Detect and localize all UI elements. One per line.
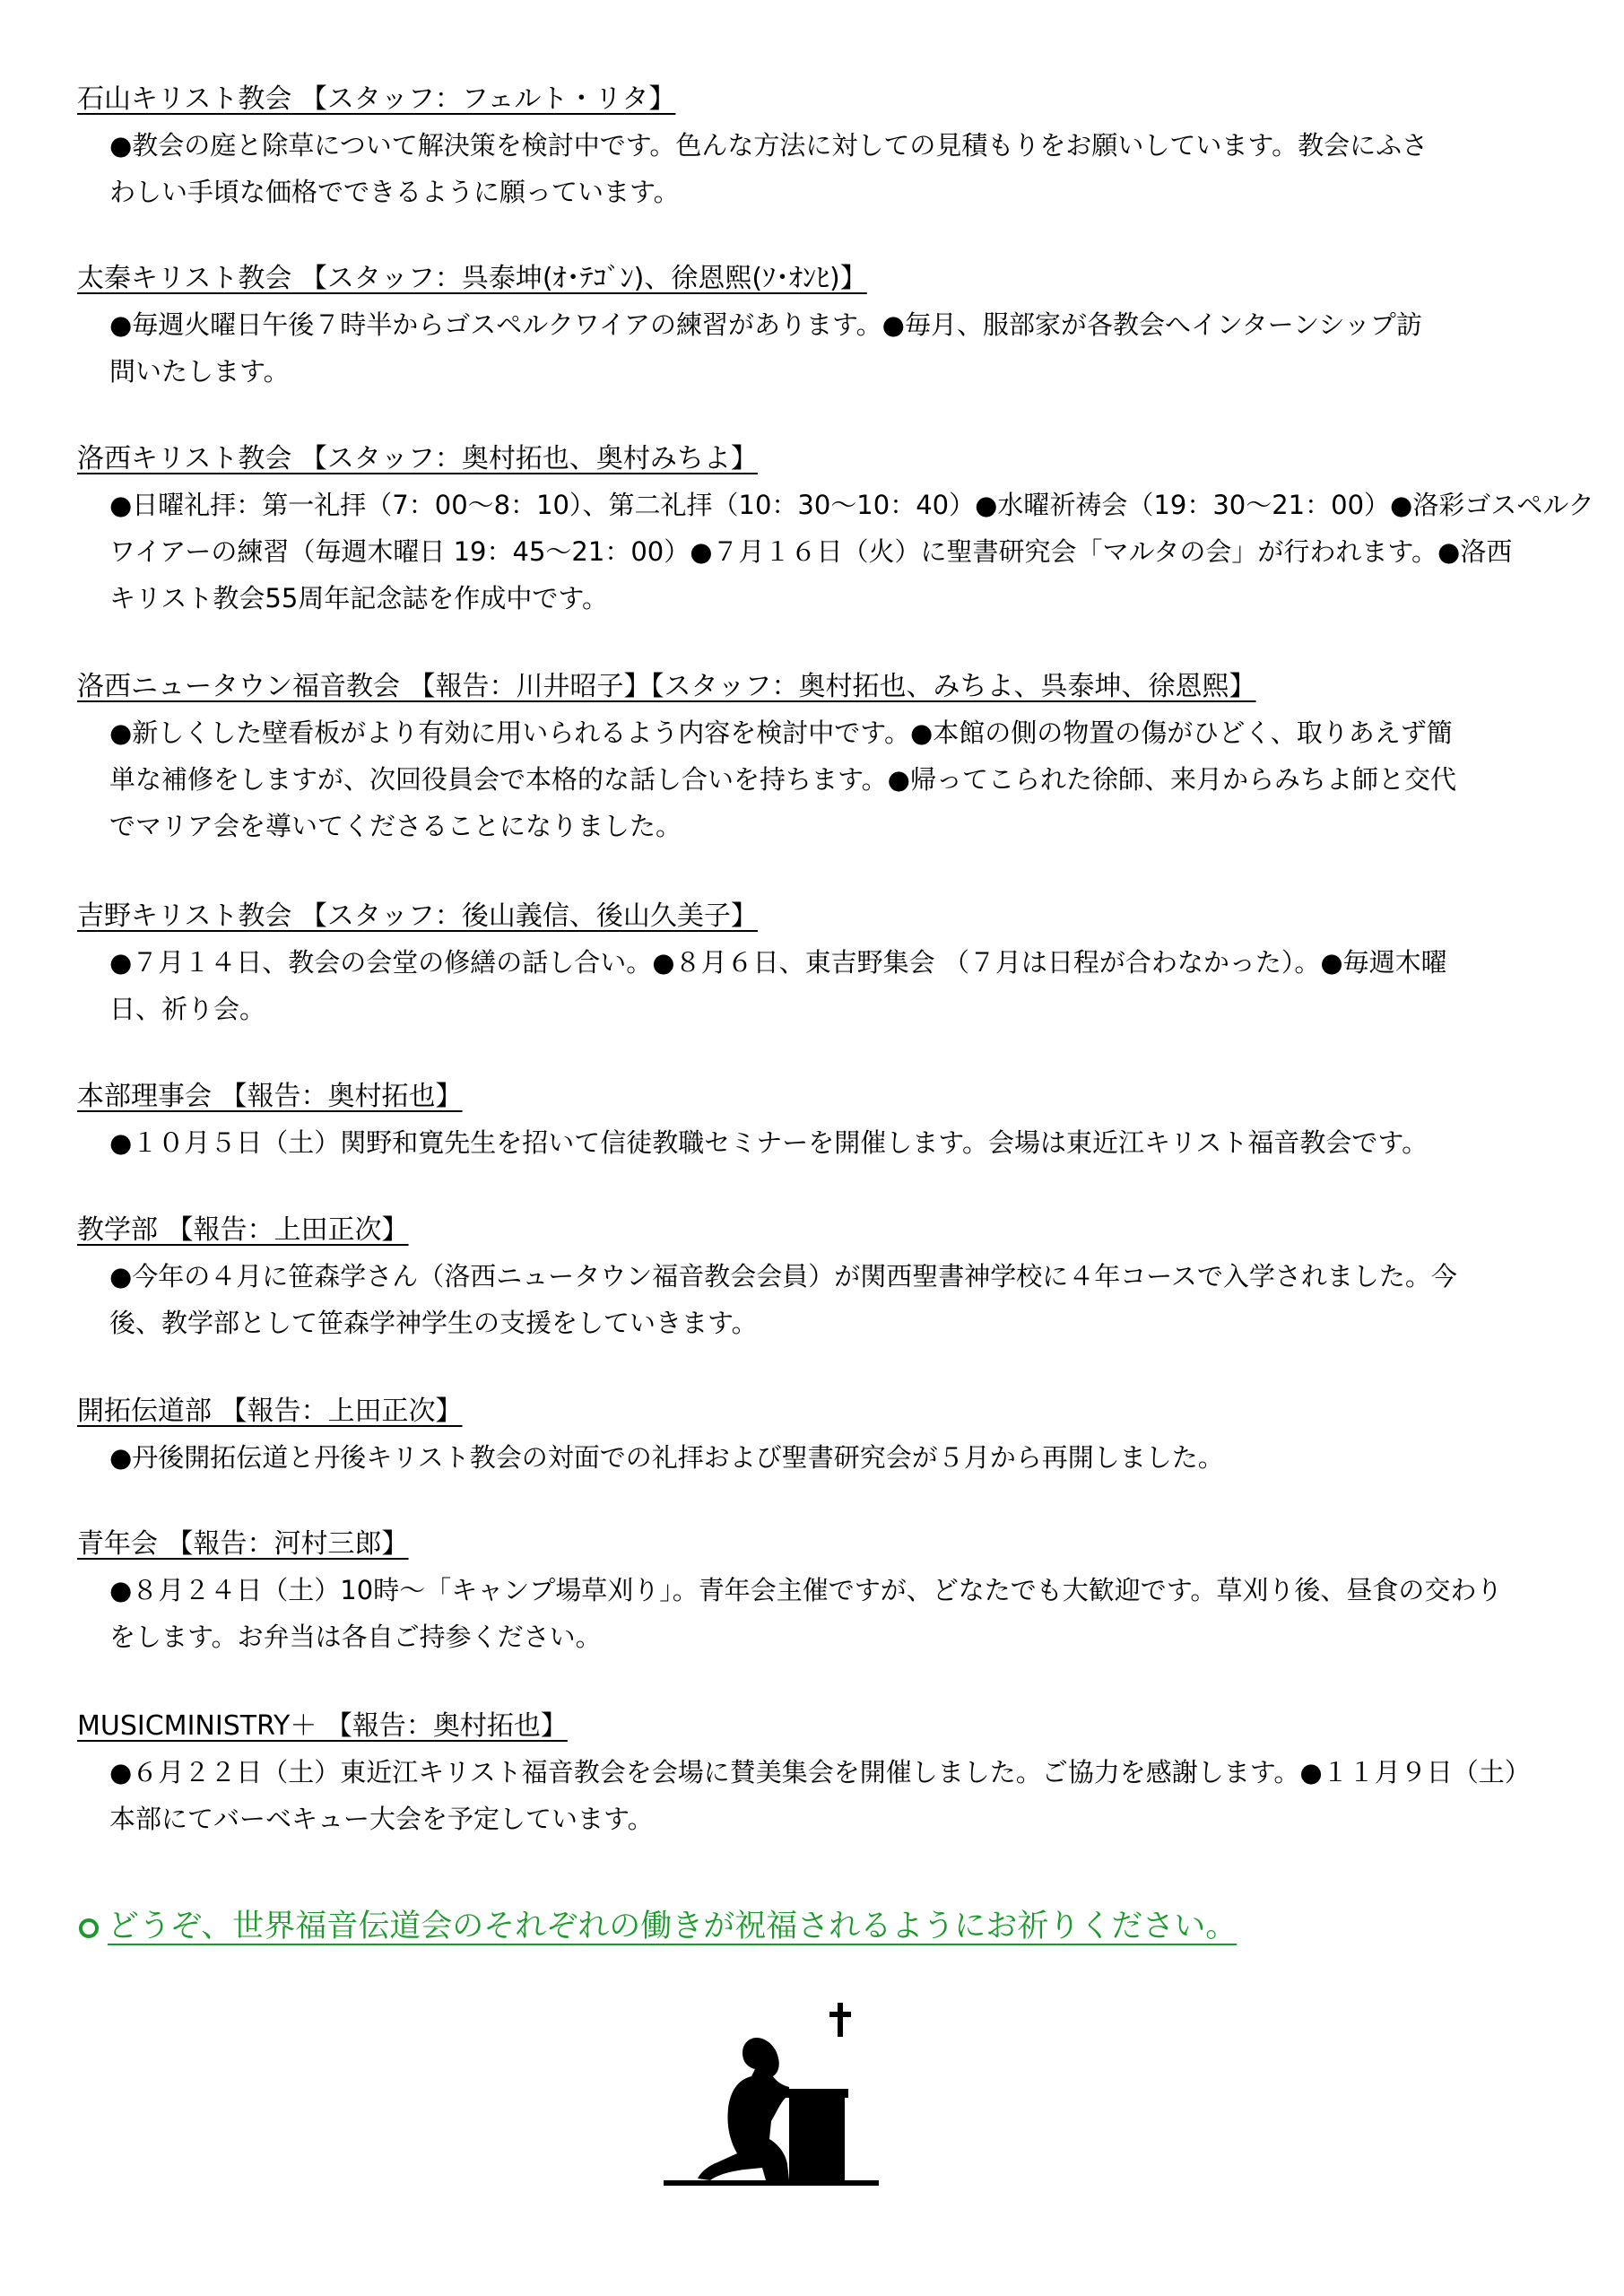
ring-icon [79, 1918, 99, 1938]
section-education [77, 1213, 1566, 1346]
body-line: ●毎週火曜日午後７時半からゴスペルクワイアの練習があります。●毎月、服部家が各教会へインターンシップ訪 [109, 309, 1422, 340]
section-ishiyama [77, 83, 1566, 215]
section-body [77, 1119, 1566, 1166]
body-line: ●新しくした壁看板がより有効に用いられるよう内容を検討中です。●本館の側の物置の傷がひどく、取りあえず簡 [109, 718, 1453, 748]
section-heading: 洛西キリスト教会 【スタッフ：奥村拓也、奥村みちよ】 [77, 443, 758, 474]
body-line: をします。お弁当は各自ご持参ください。 [109, 1622, 602, 1652]
section-heading: 吉野キリスト教会 【スタッフ：後山義信、後山久美子】 [77, 900, 758, 932]
body-line: 単な補修をしますが、次回役員会で本格的な話し合いを持ちます。●帰ってこられた徐師、来月からみちよ師と交代 [109, 764, 1456, 795]
section-rakusai [77, 442, 1594, 622]
section-body [77, 1749, 1566, 1842]
section-body [77, 1253, 1566, 1346]
section-heading: 洛西ニュータウン福音教会 【報告：川井昭子】【スタッフ：奥村拓也、みちよ、呉泰坤、徐恩熙】 [77, 671, 1256, 702]
section-heading: 本部理事会 【報告：奥村拓也】 [77, 1081, 463, 1112]
section-pioneer [77, 1395, 1566, 1481]
section-heading: 開拓伝道部 【報告：上田正次】 [77, 1396, 463, 1427]
section-body [77, 1567, 1566, 1660]
section-heading: 青年会 【報告：河村三郎】 [77, 1528, 409, 1560]
body-line: ●今年の４月に笹森学さん（洛西ニュータウン福音教会会員）が関西聖書神学校に４年コースで入学されました。今 [109, 1261, 1457, 1292]
section-heading: 石山キリスト教会 【スタッフ：フェルト・リタ】 [77, 83, 676, 115]
section-heading: 太秦キリスト教会 【スタッフ：呉泰坤(ｵ･ﾃｺﾞﾝ)、徐恩熙(ｿ･ｵﾝﾋ)】 [77, 263, 867, 294]
section-uzumasa [77, 262, 1566, 395]
closing-text: どうぞ、世界福音伝道会のそれぞれの働きが祝福されるようにお祈りください。 [108, 1909, 1238, 1944]
section-youth [77, 1527, 1566, 1660]
body-line: ●教会の庭と除草について解決策を検討中です。色んな方法に対しての見積もりをお願いしています。教会にふさ [109, 130, 1429, 161]
section-board [77, 1080, 1566, 1166]
body-line: でマリア会を導いてくださることになりました。 [109, 811, 682, 841]
section-music-ministry [77, 1709, 1566, 1842]
section-body [77, 122, 1566, 215]
body-line: ●８月２４日（土）10時～「キャンプ場草刈り」。青年会主催ですが、どなたでも大歓迎です。草刈り後、昼食の交わり [109, 1575, 1503, 1605]
section-yoshino [77, 900, 1566, 1032]
section-body [77, 482, 1594, 622]
body-line: わしい手頃な価格でできるように願っています。 [109, 177, 680, 207]
body-line: 後、教学部として笹森学神学生の支援をしていきます。 [109, 1308, 758, 1338]
body-line: ●６月２２日（土）東近江キリスト福音教会を会場に賛美集会を開催しました。ご協力を感謝します。●１１月９日（土） [109, 1757, 1531, 1787]
praying-man-with-cross-icon [655, 1996, 888, 2202]
section-rakusai-newtown [77, 670, 1566, 849]
body-line: ●日曜礼拝：第一礼拝（7：00～8：10）、第二礼拝（10：30～10：40）●水曜祈祷会（19：30～21：00）●洛彩ゴスペルク [109, 490, 1594, 520]
section-heading: 教学部 【報告：上田正次】 [77, 1214, 409, 1246]
body-line: ●７月１４日、教会の会堂の修繕の話し合い。●８月６日、東吉野集会 （７月は日程が合わなかった）。●毎週木曜 [109, 947, 1447, 978]
body-line: 問いたします。 [109, 356, 290, 387]
section-heading: MUSICMINISTRY＋ 【報告：奥村拓也】 [77, 1710, 568, 1742]
body-line: ●１０月５日（土）関野和寛先生を招いて信徒教職セミナーを開催します。会場は東近江キリスト福音教会です。 [109, 1127, 1429, 1158]
section-body [77, 1434, 1566, 1481]
closing-prayer [79, 1907, 1237, 1946]
body-line: キリスト教会55周年記念誌を作成中です。 [109, 583, 609, 613]
body-line: ワイアーの練習（毎週木曜日 19：45～21：00）●７月１６日（火）に聖書研究会「マルタの会」が行われます。●洛西 [109, 536, 1513, 567]
section-body [77, 939, 1566, 1032]
body-line: 日、祈り会。 [109, 994, 266, 1024]
body-line: ●丹後開拓伝道と丹後キリスト教会の対面での礼拝および聖書研究会が５月から再開しました。 [109, 1442, 1224, 1473]
section-body [77, 301, 1566, 395]
section-body [77, 709, 1566, 849]
body-line: 本部にてバーベキュー大会を予定しています。 [109, 1804, 654, 1834]
